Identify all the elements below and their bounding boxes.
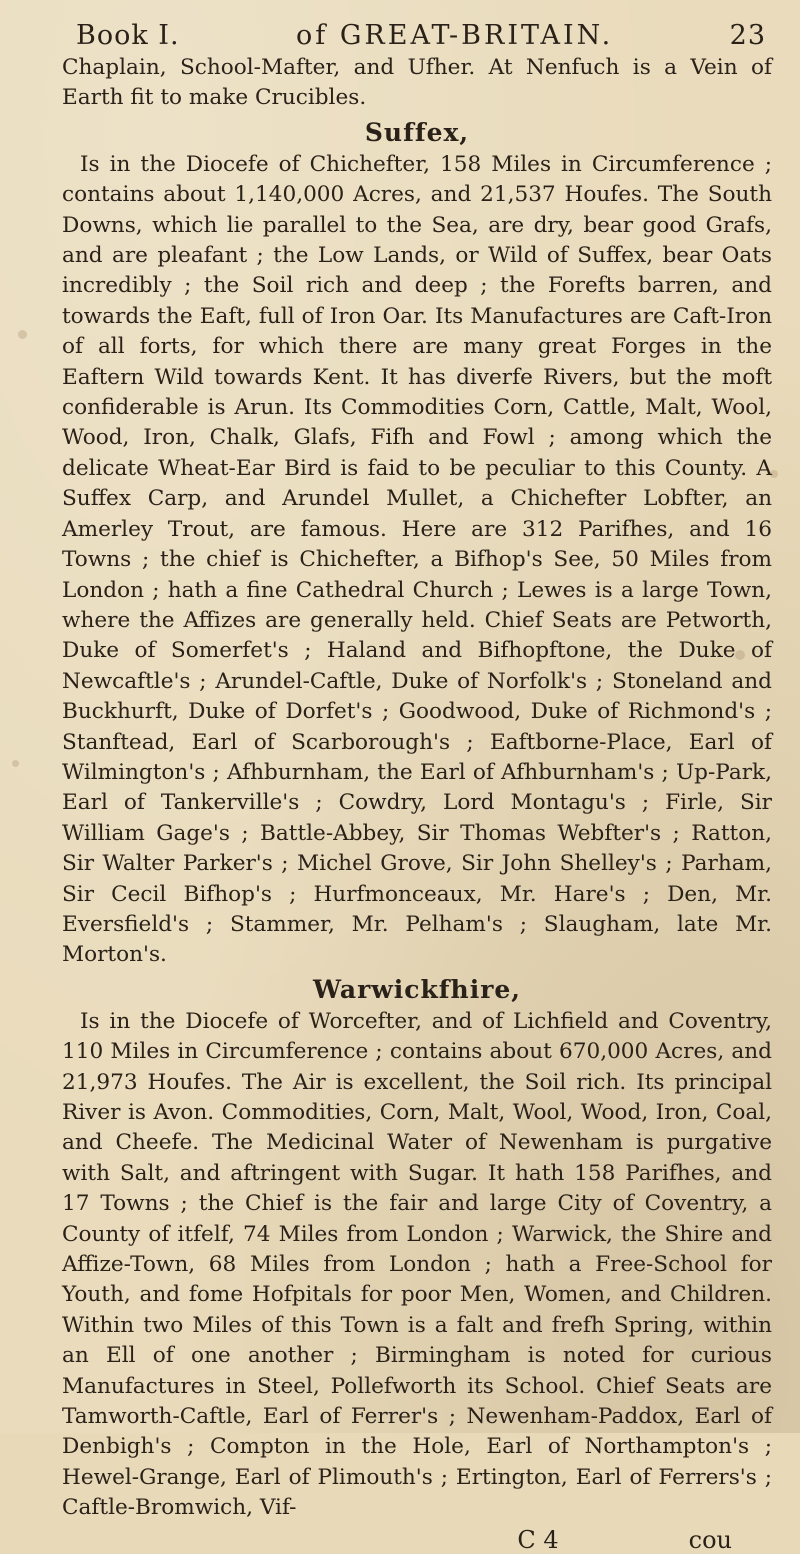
book-number: Book I. <box>76 20 180 51</box>
page-footer <box>62 1526 772 1554</box>
foxing-spot <box>12 760 19 767</box>
foxing-spot <box>735 650 745 660</box>
paragraph-warwickshire: Is in the Diocefe of Worcefter, and of Lichfield and Coventry, 110 Miles in Circumference ; contains about 670,000 Acres, and 21,973 Houfes. The Air is excellent, the Soil rich. Its principal River is Avon. Commodities, Corn, Malt, Wool, Wood, Iron, Coal, and Cheefe. The Medicinal Water of Newenham is purgative with Salt, and aftringent with Sugar. It hath 158 Parifhes, and 17 Towns ; the Chief is the fair and large City of Coventry, a County of itfelf, 74 Miles from London ; Warwick, the Shire and Affize-Town, 68 Miles from London ; hath a Free-School for Youth, and fome Hofpitals for poor Men, Women, and Children. Within two Miles of this Town is a falt and frefh Spring, within an Ell of one another ; Birmingham is noted for curious Manufactures in Steel, Pollefworth its School. Chief Seats are Tamworth-Caftle, Earl of Ferrer's ; Newenham-Paddox, Earl of Denbigh's ; Compton in the Hole, Earl of Northampton's ; Hewel-Grange, Earl of Plimouth's ; Ertington, Earl of Ferrers's ; Caftle-Bromwich, Vif- <box>62 1008 772 1521</box>
running-title: of GREAT-BRITAIN. <box>296 20 614 51</box>
foxing-spot <box>18 330 27 339</box>
heading-sussex: Suffex, <box>364 117 470 147</box>
running-head <box>76 20 772 51</box>
signature-mark: C 4 <box>517 1525 559 1554</box>
foxing-spot <box>770 470 778 478</box>
catchword: cou <box>688 1525 732 1554</box>
paragraph-surrey-end: Chaplain, School-Mafter, and Ufher. At Nenfuch is a Vein of Earth fit to make Crucibles. <box>62 55 772 111</box>
heading-warwickshire: Warwickfhire, <box>312 974 522 1004</box>
paragraph-sussex: Is in the Diocefe of Chichefter, 158 Miles in Circumference ; contains about 1,140,000 Acres, and 21,537 Houfes. The South Downs, which lie parallel to the Sea, are dry, bear good Grafs, and are pleafant ; the Low Lands, or Wild of Suffex, bear Oats incredibly ; the Soil rich and deep ; the Forefts barren, and towards the Eaft, full of Iron Oar. Its Manufactures are Caft-Iron of all forts, for which there are many great Forges in the Eaftern Wild towards Kent. It has diverfe Rivers, but the moft confiderable is Arun. Its Commodities Corn, Cattle, Malt, Wool, Wood, Iron, Chalk, Glafs, Fifh and Fowl ; among which the delicate Wheat-Ear Bird is faid to be peculiar to this County. A Suffex Carp, and Arundel Mullet, a Chichefter Lobfter, an Amerley Trout, are famous. Here are 312 Parifhes, and 16 Towns ; the chief is Chichefter, a Bifhop's See, 50 Miles from London ; hath a fine Cathedral Church ; Lewes is a large Town, where the Affizes are generally held. Chief Seats are Petworth, Duke of Somerfet's ; Haland and Bifhopftone, the Duke of Newcaftle's ; Arundel-Caftle, Duke of Norfolk's ; Stoneland and Buckhurft, Duke of Dorfet's ; Goodwood, Duke of Richmond's ; Stanftead, Earl of Scarborough's ; Eaftborne-Place, Earl of Wilmington's ; Afhburnham, the Earl of Afhburnham's ; Up-Park, Earl of Tankerville's ; Cowdry, Lord Montagu's ; Firle, Sir William Gage's ; Battle-Abbey, Sir Thomas Webfter's ; Ratton, Sir Walter Parker's ; Michel Grove, Sir John Shelley's ; Parham, Sir Cecil Bifhop's ; Hurfmonceaux, Mr. Hare's ; Den, Mr. Eversfield's ; Stammer, Mr. Pelham's ; Slaugham, late Mr. Morton's. <box>62 151 772 968</box>
page-number: 23 <box>729 20 766 51</box>
body-text <box>62 53 772 1524</box>
